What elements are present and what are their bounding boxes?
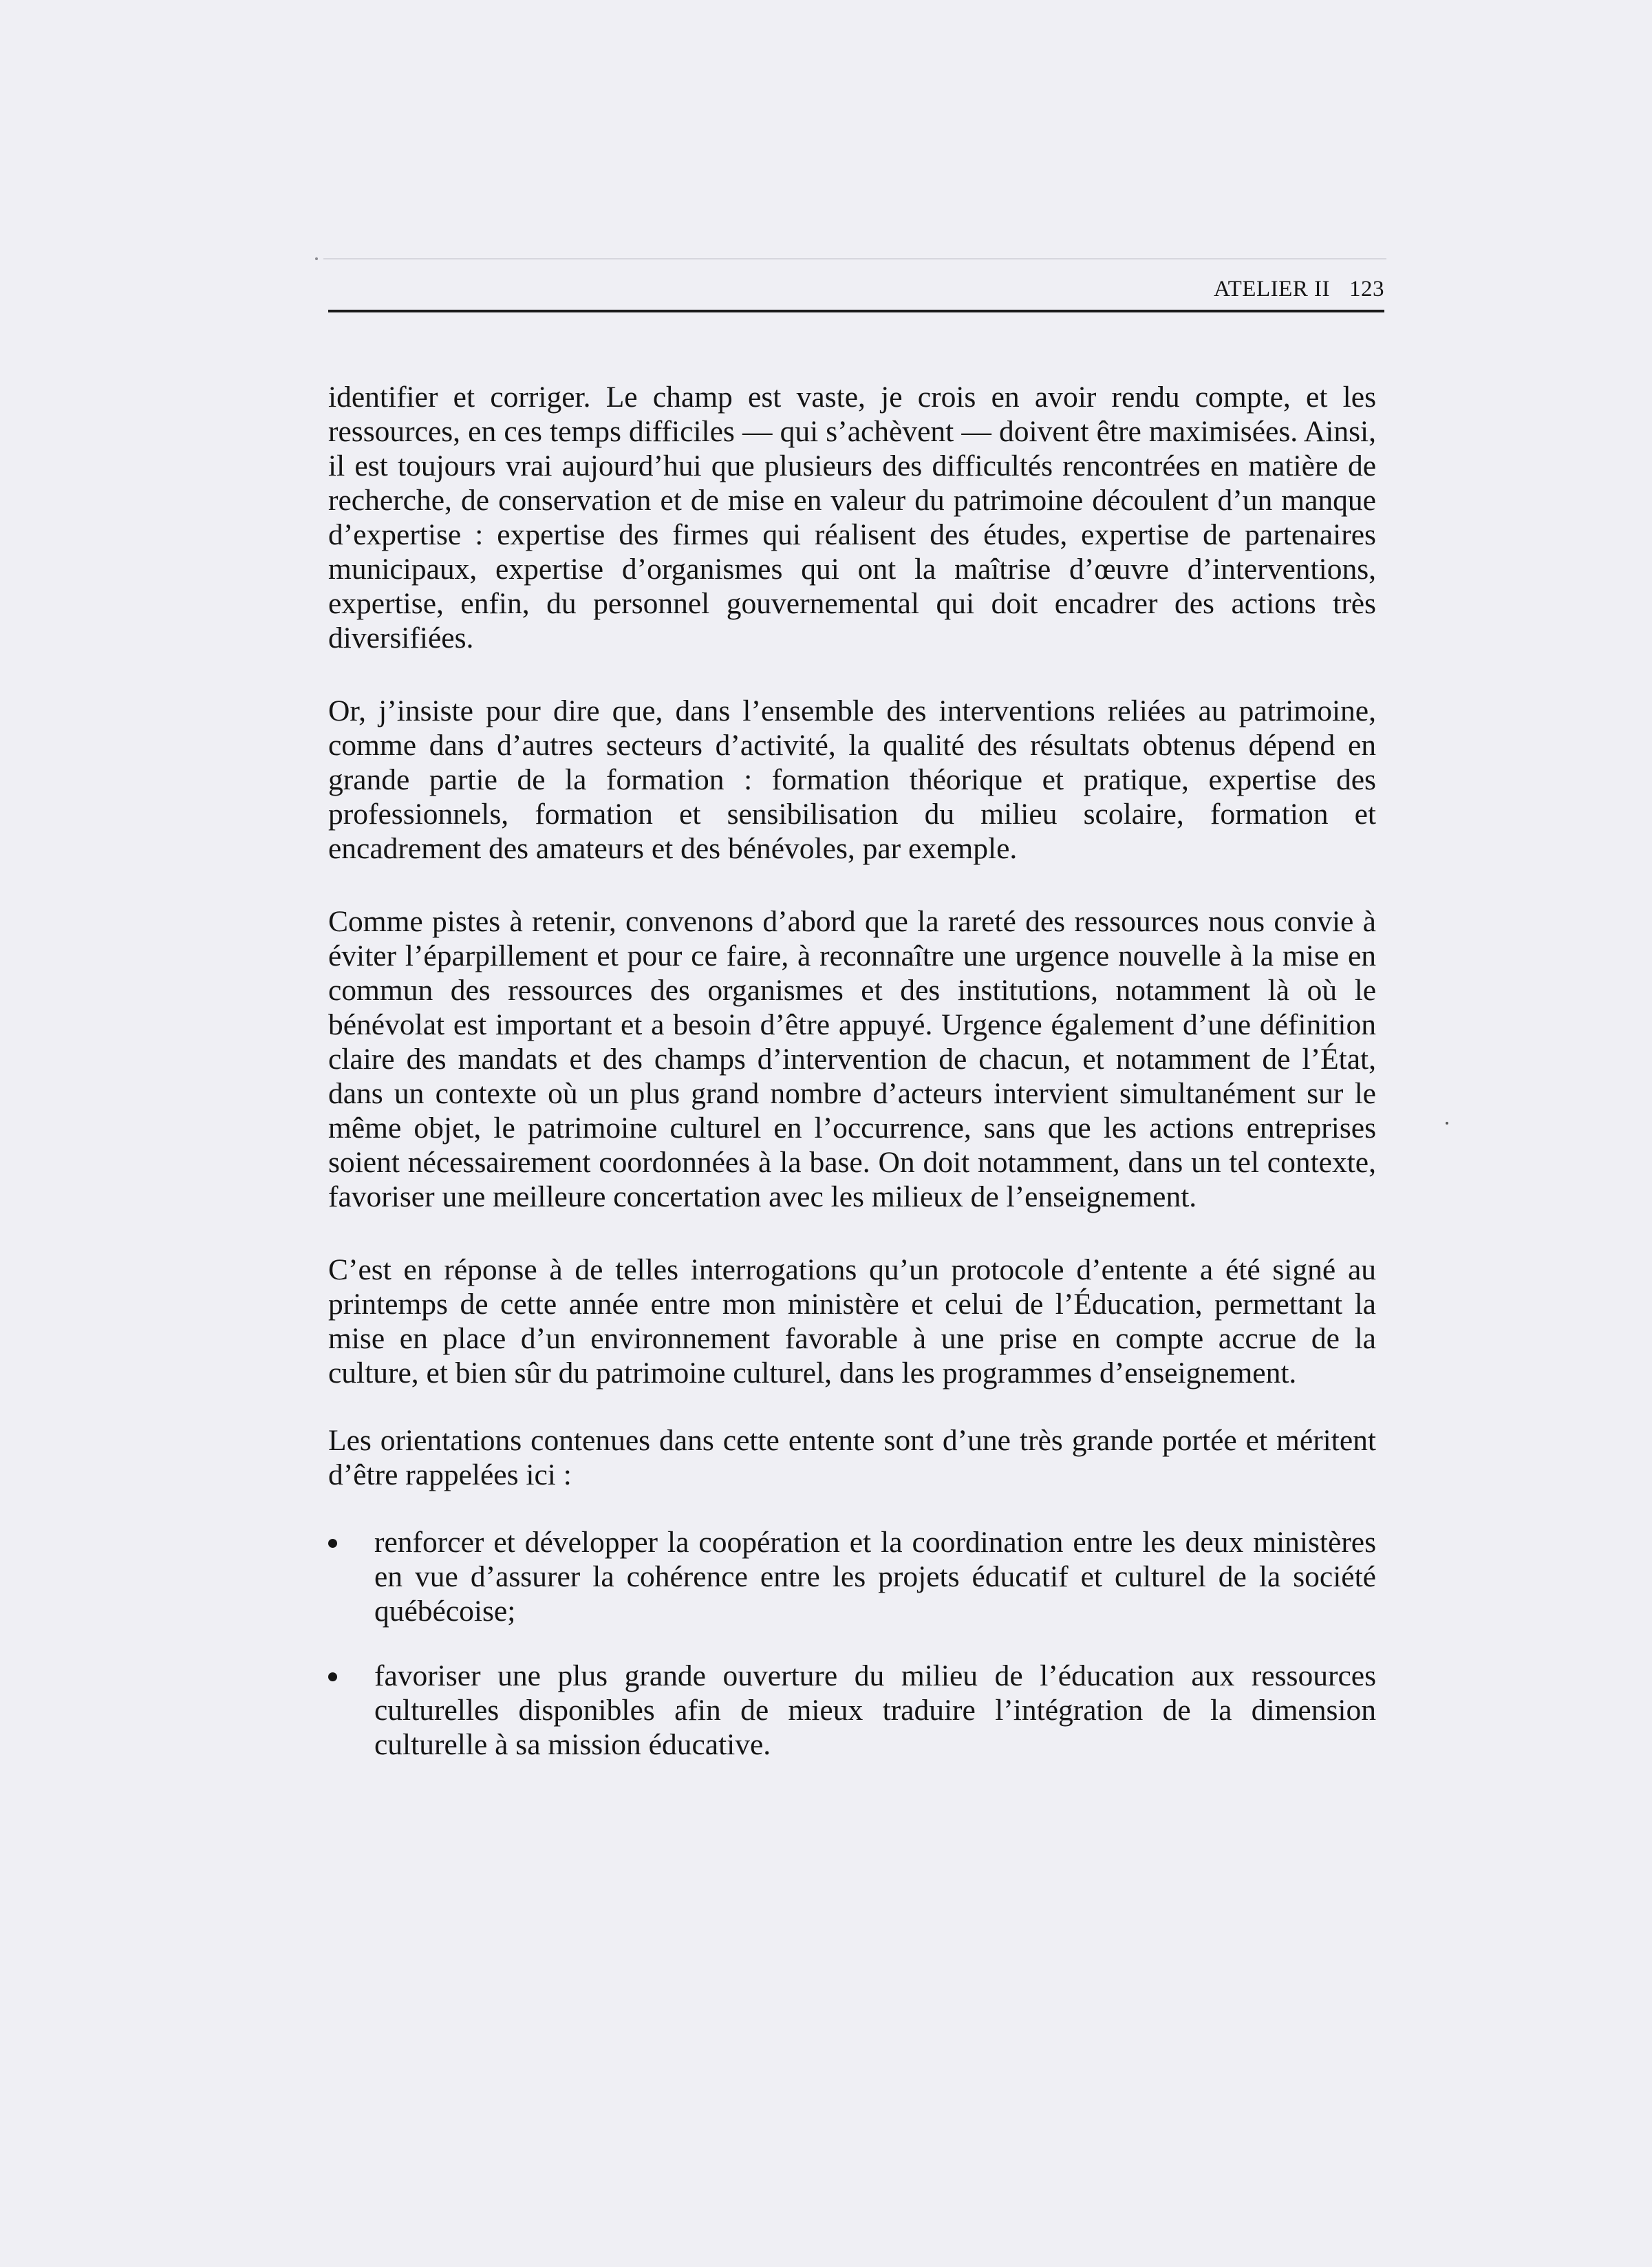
header-section: ATELIER II: [1213, 277, 1330, 301]
header-rule: [328, 310, 1384, 312]
running-header: [328, 274, 1384, 308]
bullet-list: [328, 1525, 1376, 1762]
bleed-through-rule: [323, 258, 1386, 259]
list-item: [328, 1659, 1376, 1762]
body-text: [328, 380, 1376, 1792]
bullet-icon: [328, 1539, 337, 1548]
paragraph: Comme pistes à retenir, convenons d’abord que la rareté des ressources nous convie à éviter l’éparpillement et pour ce faire, à reconnaître une urgence nouvelle à la mise en commun des ressources des organismes et des institutions, notamment là où le bénévolat est important et a besoin d’être appuyé. Urgence également d’une définition claire des mandats et des champs d’intervention de chacun, et notamment de l’État, dans un contexte où un plus grand nombre d’acteurs intervient simultanément sur le même objet, le patrimoine culturel en l’occurrence, sans que les actions entreprises soient nécessairement coordonnées à la base. On doit notamment, dans un tel contexte, favoriser une meilleure concertation avec les milieux de l’enseignement.: [328, 905, 1376, 1213]
paragraph: Les orientations contenues dans cette entente sont d’une très grande portée et méritent d’être rappelées ici :: [328, 1424, 1376, 1491]
bullet-icon: [328, 1672, 337, 1681]
bleed-through-mark: [315, 257, 318, 260]
stray-mark: [1446, 1122, 1448, 1125]
list-item-text: favoriser une plus grande ouverture du milieu de l’éducation aux ressources culturelles disponibles afin de mieux traduire l’intégration de la dimension culturelle à sa mission éducative.: [374, 1659, 1376, 1761]
paragraph: identifier et corriger. Le champ est vaste, je crois en avoir rendu compte, et les ressources, en ces temps difficiles — qui s’achèvent — doivent être maximisées. Ainsi, il est toujours vrai aujourd’hui que plusieurs des difficultés rencontrées en matière de recherche, de conservation et de mise en valeur du patrimoine découlent d’un manque d’expertise : expertise des firmes qui réalisent des études, expertise de partenaires municipaux, expertise d’organismes qui ont la maîtrise d’œuvre d’interventions, expertise, enfin, du personnel gouvernemental qui doit encadrer des actions très diversifiées.: [328, 381, 1376, 654]
list-item-text: renforcer et développer la coopération et la coordination entre les deux ministères en vue d’assurer la cohérence entre les projets éducatif et culturel de la société québécoise;: [374, 1526, 1376, 1628]
header-page-number: 123: [1349, 277, 1384, 301]
header-text: [1214, 277, 1384, 302]
paragraph: Or, j’insiste pour dire que, dans l’ensemble des interventions reliées au patrimoine, comme dans d’autres secteurs d’activité, la qualité des résultats obtenus dépend en grande partie de la formation : formation théorique et pratique, expertise des professionnels, formation et sensibilisation du milieu scolaire, formation et encadrement des amateurs et des bénévoles, par exemple.: [328, 694, 1376, 865]
paragraph: C’est en réponse à de telles interrogations qu’un protocole d’entente a été signé au printemps de cette année entre mon ministère et celui de l’Éducation, permettant la mise en place d’un environnement favorable à une prise en compte accrue de la culture, et bien sûr du patrimoine culturel, dans les programmes d’enseignement.: [328, 1253, 1376, 1390]
list-item: [328, 1525, 1376, 1628]
